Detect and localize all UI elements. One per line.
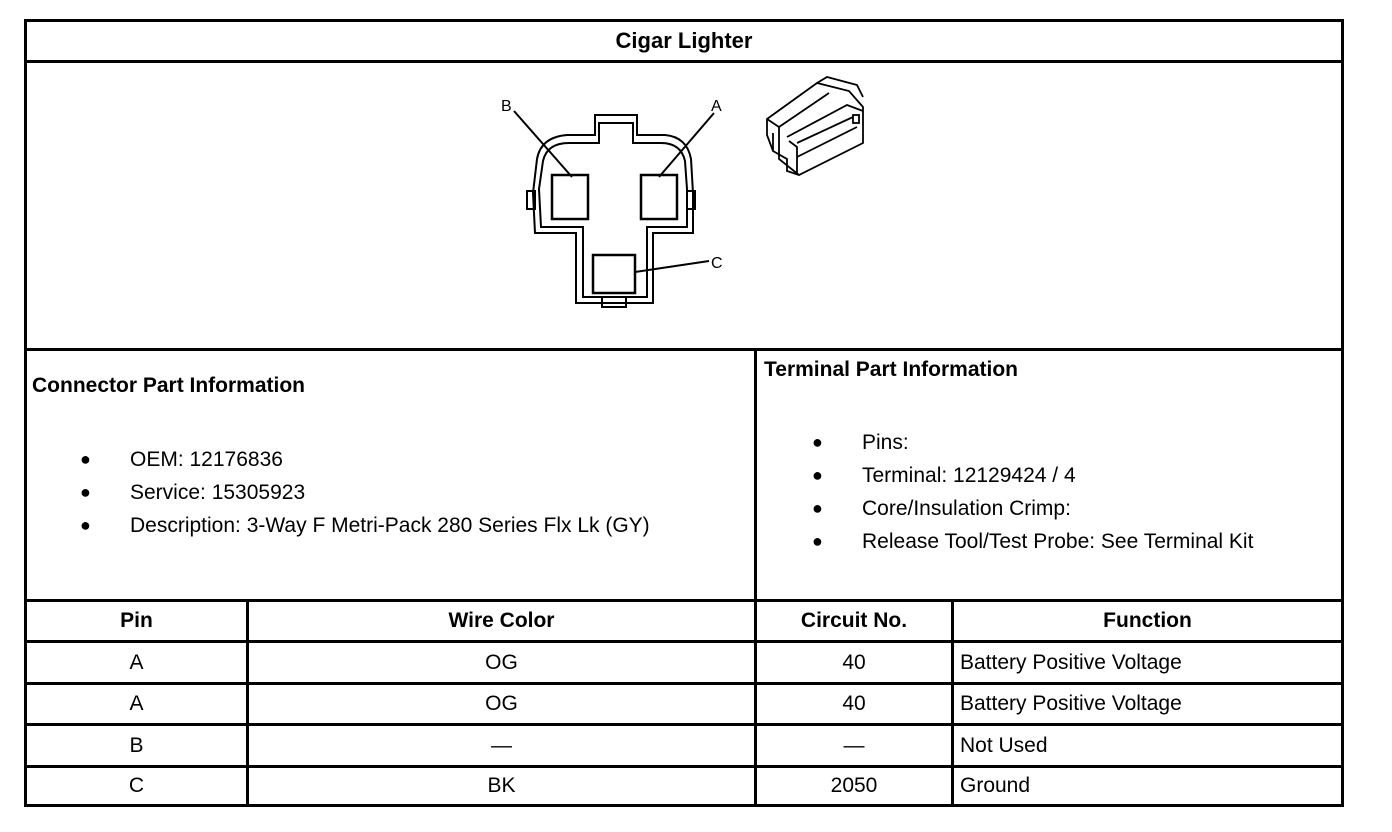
cell-circuit-no: —	[843, 733, 865, 757]
connector-info-heading: Connector Part Information	[32, 374, 306, 397]
cell-pin: C	[128, 774, 145, 797]
cell-pin: A	[129, 692, 144, 715]
cell-wire-color: BK	[487, 774, 516, 797]
cell-function: Ground	[960, 774, 1031, 797]
column-header-function: Function	[1103, 609, 1192, 632]
cell-function: Not Used	[960, 733, 1048, 757]
terminal-info-heading: Terminal Part Information	[764, 358, 1018, 381]
cell-wire-color: OG	[485, 692, 518, 715]
page-title: Cigar Lighter	[615, 28, 753, 53]
connector-3d-icon	[767, 77, 863, 175]
divider	[24, 348, 1344, 351]
cell-pin: B	[129, 733, 144, 757]
pin-label-c: C	[711, 255, 723, 272]
cell-function: Battery Positive Voltage	[960, 692, 1182, 715]
column-header-wire-color: Wire Color	[448, 609, 555, 632]
column-header-circuit-no: Circuit No.	[800, 609, 908, 632]
cell-wire-color: OG	[485, 650, 518, 674]
connector-face-icon	[27, 63, 1341, 348]
cell-circuit-no: 40	[842, 692, 866, 715]
cell-circuit-no: 2050	[830, 774, 878, 797]
cell-function: Battery Positive Voltage	[960, 650, 1182, 674]
cell-circuit-no: 40	[842, 650, 866, 674]
pin-label-b: B	[501, 98, 512, 115]
connector-diagram	[27, 63, 1341, 348]
cell-pin: A	[129, 650, 144, 674]
pin-label-a: A	[711, 98, 722, 115]
column-header-pin: Pin	[120, 609, 153, 632]
cell-wire-color: —	[491, 733, 512, 757]
